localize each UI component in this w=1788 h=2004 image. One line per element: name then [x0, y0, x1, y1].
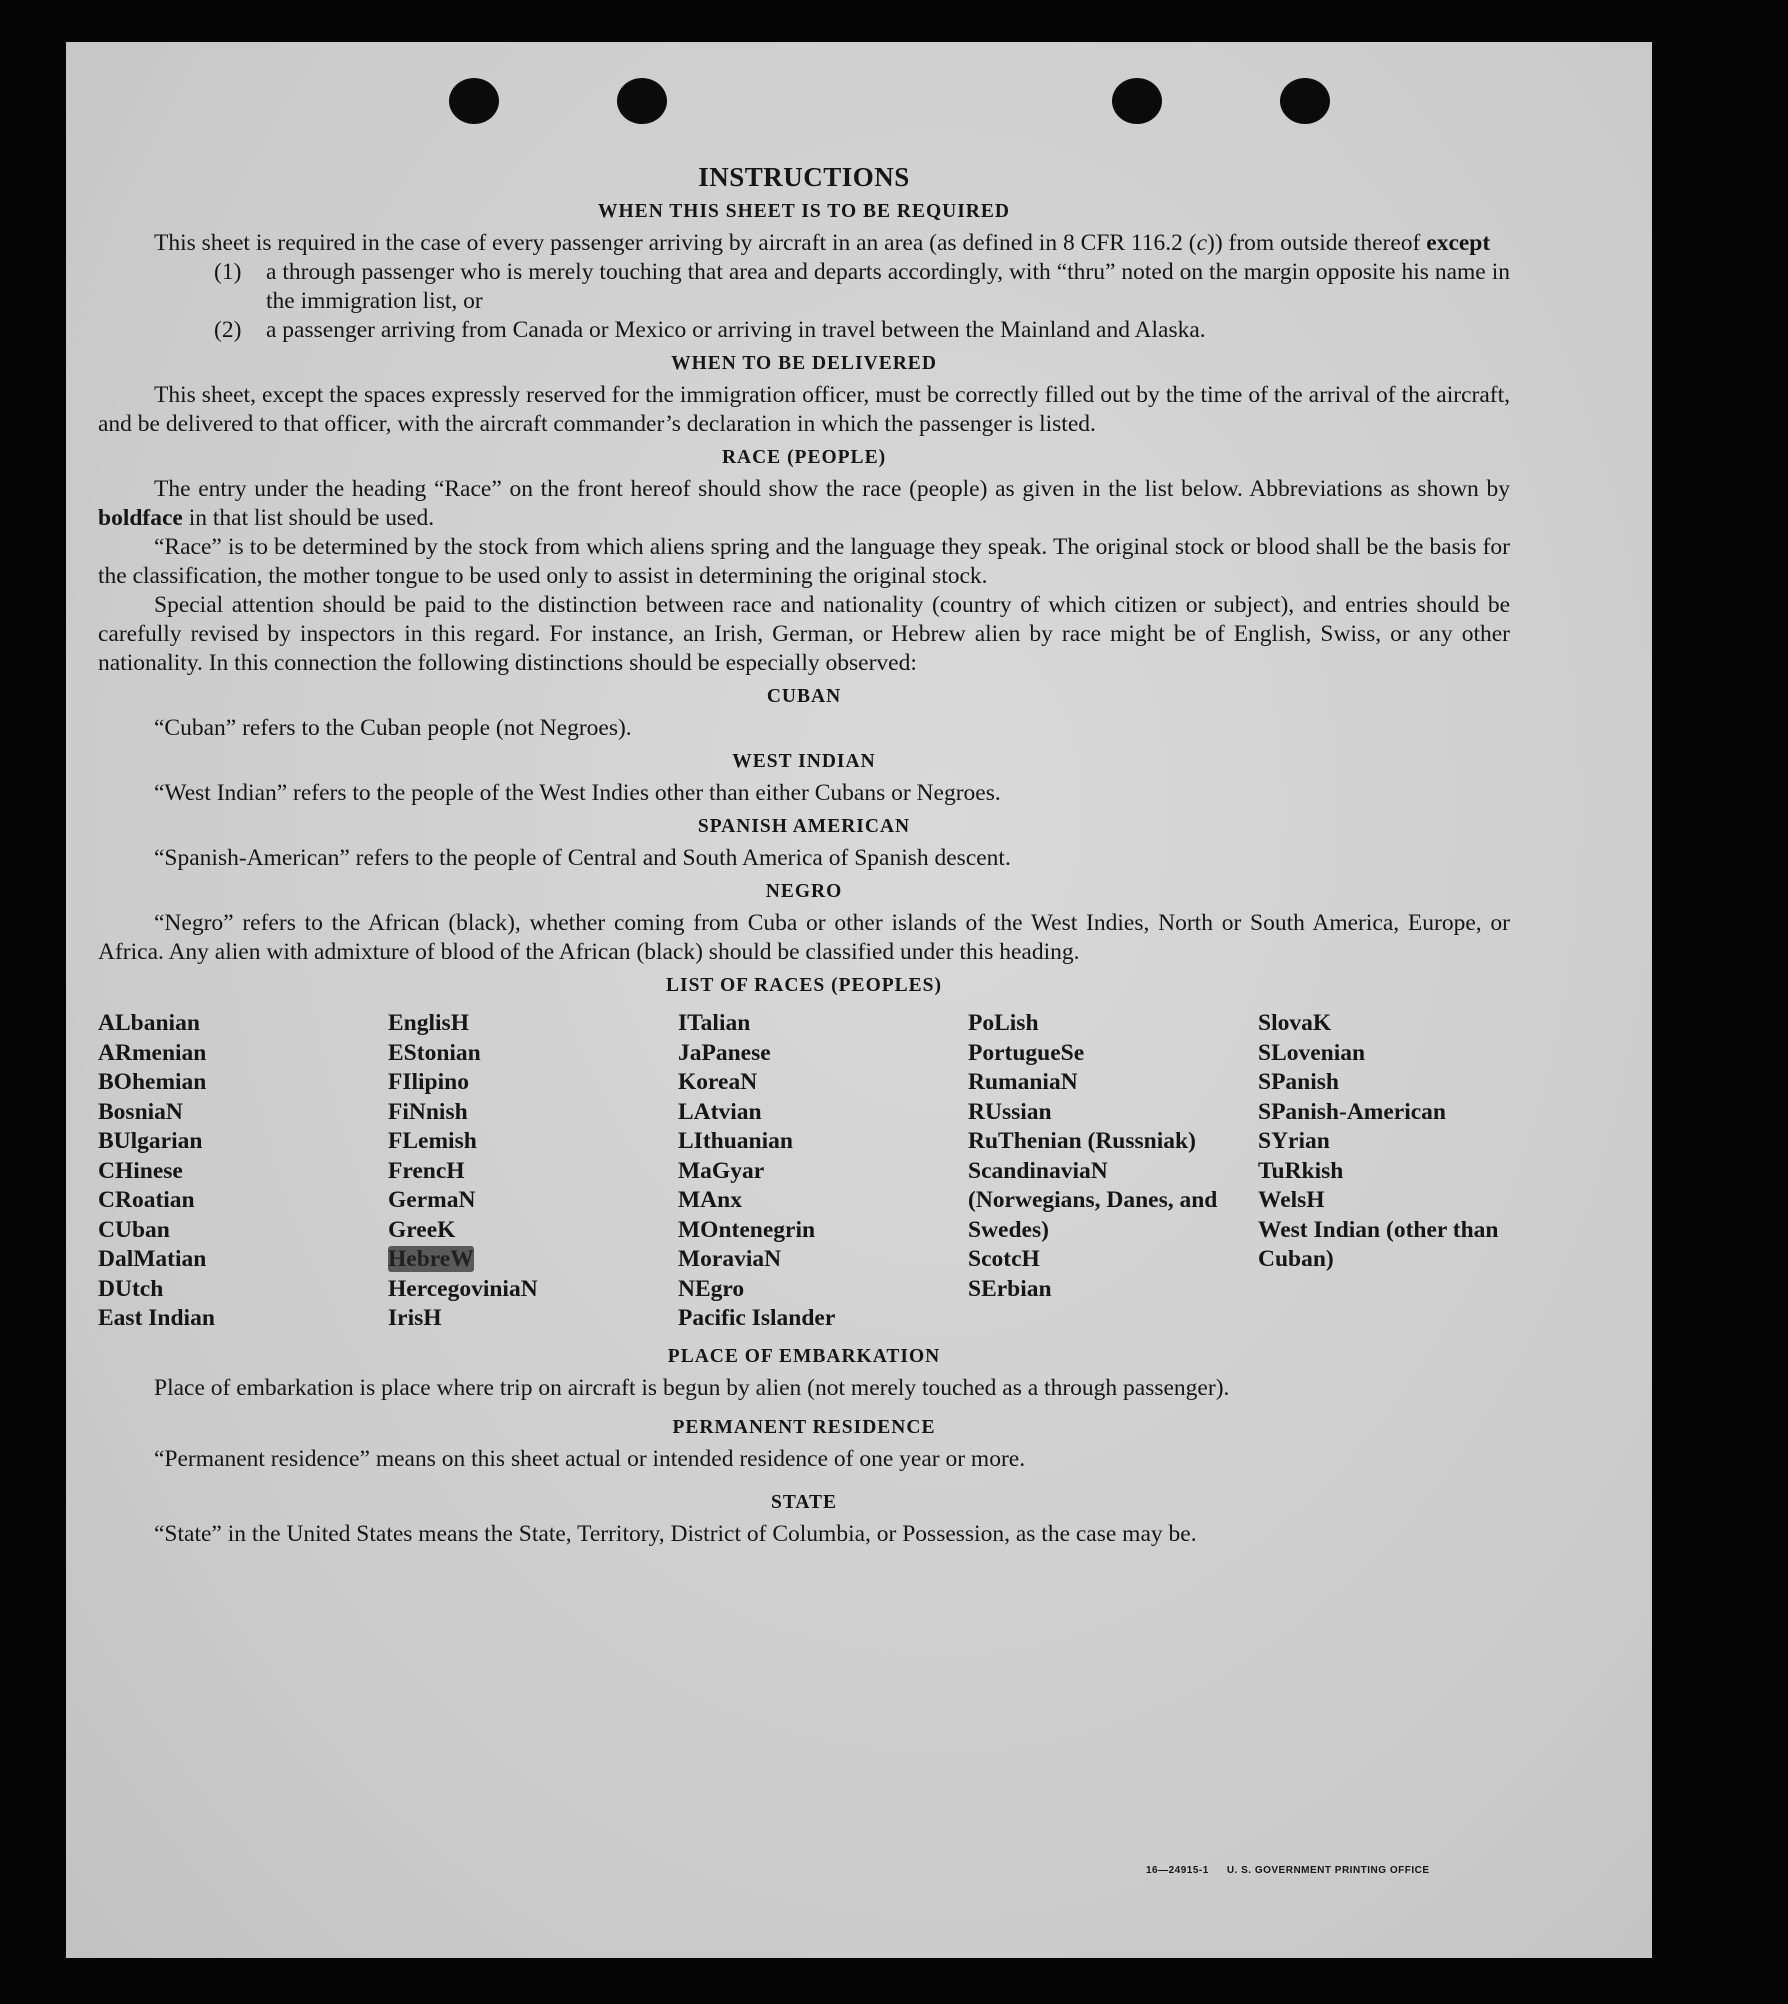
race-entry: DalMatian: [98, 1246, 207, 1272]
race-entry: DUtch: [98, 1275, 164, 1302]
race-entry: MAnx: [678, 1187, 742, 1213]
cuban-text: “Cuban” refers to the Cuban people (not Negroes).: [154, 715, 632, 741]
race-entry: SLovenian: [1258, 1039, 1366, 1066]
section-heading-negro: NEGRO: [765, 881, 843, 902]
west-indian-text: “West Indian” refers to the people of the West Indies other than either Cubans or Negroes.: [154, 780, 1001, 806]
race-entry: ARmenian: [98, 1039, 207, 1066]
page-title: INSTRUCTIONS: [698, 162, 910, 192]
section-heading-when-delivered: WHEN TO BE DELIVERED: [671, 353, 937, 374]
section-heading-list-of-races: LIST OF RACES (PEOPLES): [665, 975, 942, 996]
punch-hole: [617, 78, 667, 124]
race-paragraph: “Race” is to be determined by the stock from which aliens spring and the language they speak. The original stock or blood shall be the basis for the classification, the mother tongue to be used only to assist in determining the original stock.: [98, 534, 1510, 589]
state-text: “State” in the United States means the State, Territory, District of Columbia, or Possession, as the case may be.: [154, 1520, 1197, 1547]
race-entry: SPanish: [1258, 1069, 1339, 1095]
race-entry: MOntenegrin: [678, 1216, 816, 1243]
section-heading-embarkation: PLACE OF EMBARKATION: [667, 1345, 941, 1367]
race-entry: NEgro: [678, 1275, 745, 1302]
instructions-content: [98, 162, 1510, 1549]
race-entry: ScandinaviaN (Norwegians, Danes, and Swedes): [968, 1157, 1218, 1243]
punch-hole: [1280, 78, 1330, 124]
when-required-intro: This sheet is required in the case of every passenger arriving by aircraft in an area (as defined in 8 CFR 116.2 (c)) from outside thereof except: [154, 230, 1491, 256]
race-entry: EnglisH: [388, 1010, 469, 1036]
race-entry: BosniaN: [98, 1098, 183, 1125]
race-entry: PoLish: [968, 1010, 1039, 1036]
race-paragraph: The entry under the heading “Race” on the front hereof should show the race (people) as given in the list below. Abbreviations as shown by boldface in that list should be used.: [98, 476, 1510, 531]
race-entry: RumaniaN: [968, 1069, 1078, 1095]
race-entry: HebreW: [388, 1246, 474, 1272]
race-entry: FLemish: [388, 1128, 477, 1154]
race-entry: CUban: [98, 1216, 170, 1243]
race-entry: WelsH: [1258, 1187, 1325, 1213]
race-entry: HercegoviniaN: [388, 1275, 538, 1302]
section-heading-west-indian: WEST INDIAN: [732, 751, 876, 772]
exception-item: (1) a through passenger who is merely touching that area and departs accordingly, with “thru” noted on the margin opposite his name in the immigration list, or: [214, 259, 1510, 314]
race-entry: CRoatian: [98, 1187, 195, 1213]
race-entry: CHinese: [98, 1157, 183, 1184]
race-entry: KoreaN: [678, 1069, 758, 1095]
race-entry: East Indian: [98, 1305, 215, 1331]
race-entry: FIlipino: [388, 1069, 469, 1095]
race-entry: JaPanese: [678, 1039, 771, 1066]
race-entry: GermaN: [388, 1187, 476, 1213]
when-delivered-text: This sheet, except the spaces expressly reserved for the immigration officer, must be correctly filled out by the time of the arrival of the aircraft, and be delivered to that officer, with the aircraft commander’s declaration in which the passenger is listed.: [98, 382, 1510, 437]
race-entry: TuRkish: [1258, 1157, 1344, 1184]
race-entry: ALbanian: [98, 1010, 200, 1036]
race-entry: LIthuanian: [678, 1128, 793, 1154]
race-entry: GreeK: [388, 1216, 456, 1243]
section-heading-state: STATE: [770, 1491, 838, 1513]
form-number: 16—24915-1: [1146, 1865, 1209, 1876]
residence-text: “Permanent residence” means on this sheet actual or intended residence of one year or more.: [154, 1445, 1026, 1472]
race-entry: Pacific Islander: [678, 1305, 836, 1331]
race-entry: EStonian: [388, 1039, 481, 1066]
race-entry: PortugueSe: [968, 1039, 1085, 1066]
section-heading-residence: PERMANENT RESIDENCE: [672, 1416, 936, 1438]
punch-hole: [1112, 78, 1162, 124]
punch-hole: [449, 78, 499, 124]
section-heading-when-required: WHEN THIS SHEET IS TO BE REQUIRED: [598, 201, 1010, 222]
printer-name: U. S. GOVERNMENT PRINTING OFFICE: [1226, 1865, 1430, 1876]
section-heading-cuban: CUBAN: [766, 686, 842, 707]
races-column: [968, 1009, 1258, 1334]
race-entry: SErbian: [968, 1275, 1052, 1302]
race-entry: MaGyar: [678, 1157, 765, 1184]
races-column: [388, 1009, 678, 1334]
section-heading-spanish-american: SPANISH AMERICAN: [697, 816, 911, 837]
race-entry: RuThenian (Russniak): [968, 1128, 1196, 1154]
races-list: [98, 1009, 1510, 1334]
printer-footer: [1146, 1865, 1448, 1876]
race-entry: SYrian: [1258, 1128, 1330, 1154]
race-entry: BOhemian: [98, 1069, 207, 1095]
spanish-american-text: “Spanish-American” refers to the people of Central and South America of Spanish descent.: [154, 845, 1011, 871]
races-column: [678, 1009, 968, 1334]
section-heading-race: RACE (PEOPLE): [721, 447, 887, 468]
race-entry: SlovaK: [1258, 1010, 1332, 1036]
races-column: [1258, 1009, 1510, 1334]
race-entry: SPanish-American: [1258, 1098, 1446, 1125]
exception-item: (2) a passenger arriving from Canada or Mexico or arriving in travel between the Mainland and Alaska.: [214, 317, 1206, 343]
race-entry: West Indian (other than Cuban): [1258, 1216, 1499, 1272]
race-entry: FiNnish: [388, 1098, 468, 1125]
races-column: [98, 1009, 388, 1334]
race-entry: FrencH: [388, 1157, 465, 1184]
race-entry: RUssian: [968, 1098, 1052, 1125]
negro-text: “Negro” refers to the African (black), whether coming from Cuba or other islands of the West Indies, North or South America, Europe, or Africa. Any alien with admixture of blood of the African (black) should be classified under this heading.: [98, 910, 1510, 965]
race-entry: MoraviaN: [678, 1246, 782, 1272]
race-entry: ScotcH: [968, 1246, 1040, 1272]
race-entry: LAtvian: [678, 1098, 762, 1125]
embarkation-text: Place of embarkation is place where trip on aircraft is begun by alien (not merely touched as a through passenger).: [154, 1374, 1230, 1401]
race-entry: IrisH: [388, 1305, 442, 1331]
race-entry: BUlgarian: [98, 1128, 203, 1154]
document-sheet: [66, 42, 1652, 1958]
race-paragraph: Special attention should be paid to the distinction between race and nationality (country of which citizen or subject), and entries should be carefully revised by inspectors in this regard. For instance, an Irish, German, or Hebrew alien by race might be of English, Swiss, or any other nationality. In this connection the following distinctions should be especially observed:: [98, 592, 1510, 676]
race-entry: ITalian: [678, 1010, 751, 1036]
